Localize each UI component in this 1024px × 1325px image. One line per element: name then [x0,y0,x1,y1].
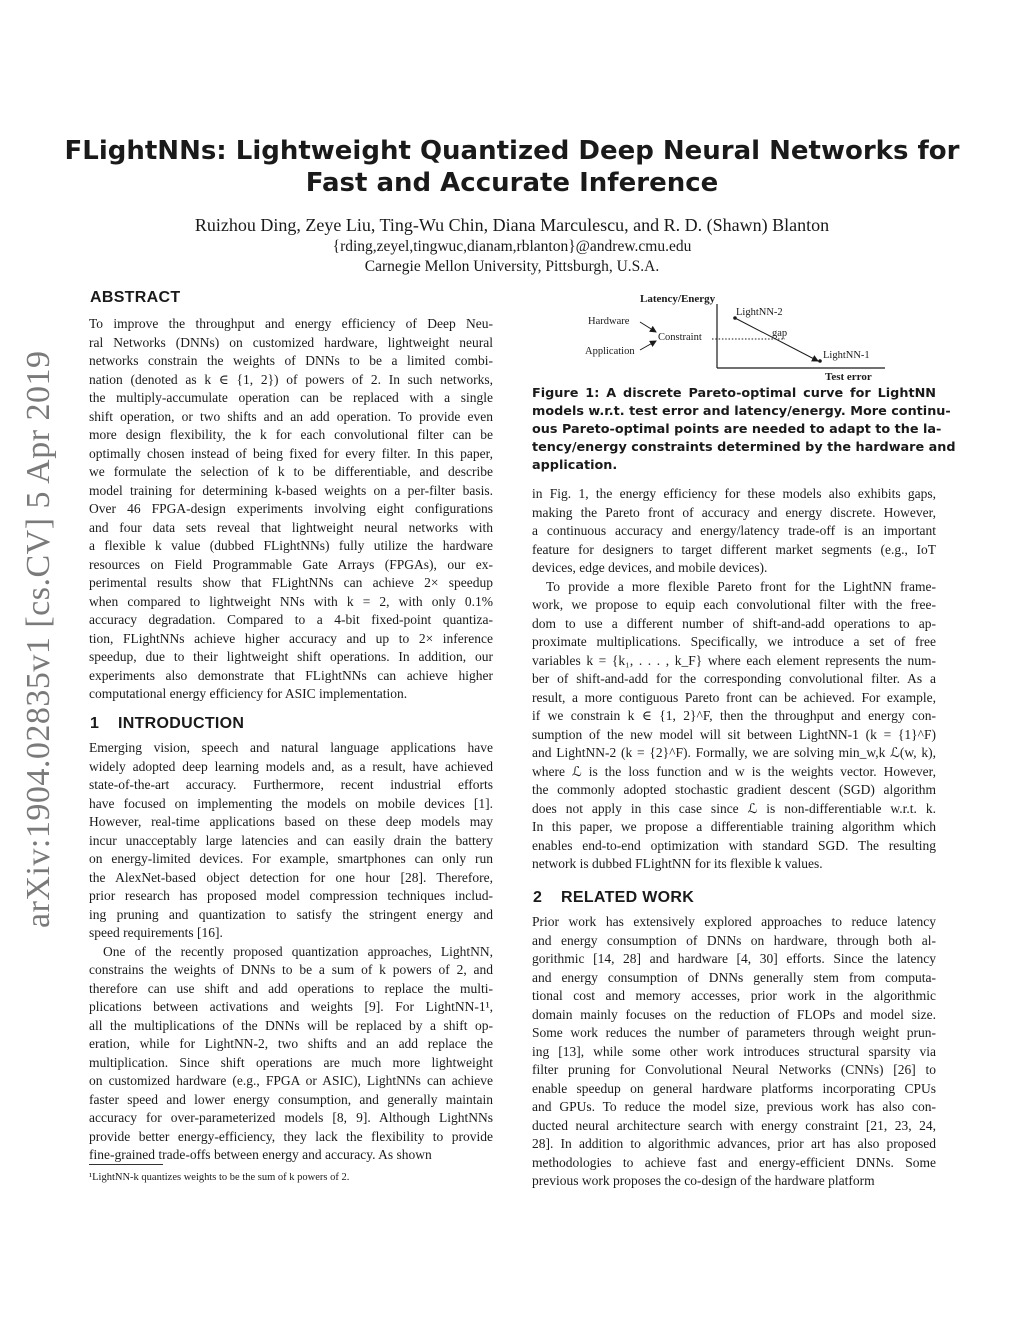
text-line: One of the recently proposed quantization approaches, LightNN, [103,943,493,959]
abstract-heading: ABSTRACT [90,289,181,306]
text-line: making the Pareto front of accuracy and energy discrete. However, [532,504,936,520]
figure-caption [532,385,956,475]
title-line-2: Fast and Accurate Inference [305,168,719,198]
caption-line: ous Pareto-optimal points are needed to adapt to the la- [532,422,942,437]
text-line: resources on Field Programmable Gate Arrays (FPGAs), our ex- [89,556,493,572]
introduction-heading [90,715,244,733]
text-line: constrains the weights of DNNs to be a sum of k powers of 2, and [89,962,493,977]
text-line: result, a more contiguous Pareto front can be achieved. For example, [532,689,936,705]
text-line: accuracy degradation. Compared to a 4-bit fixed-point quantiza- [89,612,493,627]
text-line: have focused on implementing the models on mobile devices [1]. [89,795,493,811]
text-line: on energy-limited devices. For example, smartphones can only run [89,851,493,866]
text-line: more design flexibility, the k for each convolutional filter can be [89,427,493,442]
text-line: enable speedup on general hardware platforms incorporating CPUs [532,1080,936,1096]
arxiv-stamp: arXiv:1904.02835v1 [cs.CV] 5 Apr 2019 [20,350,57,928]
text-line: and four data sets reveal that lightweight neural networks with [89,519,493,535]
text-line: gorithmic [14, 28] and hardware [4, 30] efforts. Since the latency [532,951,936,966]
text-line: when compared to lightweight NNs with k = 2, with only 0.1% [89,593,493,609]
related-work-heading [533,889,694,907]
text-line: sumption of the new model will sit between LightNN-1 (k = {1}^F) [532,726,936,742]
left-column [89,0,493,1325]
text-line: In this paper, we propose a differentiable training algorithm which [532,819,936,834]
caption-line: tency/energy constraints determined by the hardware and [532,440,956,455]
text-line: all the multiplications of the DNNs will be replaced by a shift op- [89,1017,493,1033]
y-axis-label: Latency/Energy [640,293,716,305]
text-line: in Fig. 1, the energy efficiency for these models also exhibits gaps, [532,486,936,501]
text-line: accuracy for over-parameterized models [8, 9]. Although LightNNs [89,1110,493,1125]
authors: Ruizhou Ding, Zeye Liu, Ting-Wu Chin, Diana Marculescu, and R. D. (Shawn) Blanton [194,215,830,235]
text-line: and LightNN-2 (k = {2}^F). Formally, we are solving min_w,k ℒ(w, k), [532,745,936,760]
text-line: the multiply-accumulate operation can be replaced with a single [89,390,493,405]
text-line: if we constrain k ∈ {1, 2}^F, then the throughput and energy con- [532,708,936,723]
text-line: tional cost and memory accesses, prior work in the algorithmic [532,988,936,1003]
text-line: the commonly adopted stochastic gradient descent (SGD) algorithm [532,782,936,797]
text-line: To provide a more flexible Pareto front for the LightNN frame- [546,578,936,594]
text-line: speedup, due to their lightweight shift operations. In addition, our [89,649,493,664]
right-column [532,0,956,1325]
text-line: dom to use a different number of shift-and-add operations to ap- [532,615,936,631]
text-line: network is dubbed FLightNN for its flexible k values. [532,856,823,871]
text-line: widely adopted deep learning models and, as a result, have achieved [89,758,493,774]
text-line: prior research has proposed model compression techniques includ- [89,888,493,903]
text-line: feature for designers to target different market segments (e.g., IoT [532,541,936,557]
text-line: networks constrain the weights of DNNs to be a limited combi- [89,353,493,368]
text-line: a flexible k value (dubbed FLightNNs) fully utilize the hardware [89,538,493,553]
text-line: nation (denoted as k ∈ {1, 2}) of powers of 2. In such networks, [89,371,493,387]
text-line: shift operation, or two shifts and an add operation. To provide even [89,408,493,424]
section-number: 1 [90,715,100,732]
text-line: domain mainly focuses on the reduction of FLOPs and model size. [532,1006,936,1022]
text-line: Some work reduces the number of parameters through weight prun- [532,1025,936,1040]
text-line: and energy consumption of DNNs generally stem from computa- [532,969,936,985]
caption-line: application. [532,458,618,473]
text-line: devices, edge devices, and mobile devices). [532,560,768,575]
input-application-label: Application [585,346,635,357]
text-line: eration, while for LightNN-2, two shifts and an add replace the [89,1036,493,1051]
text-line: However, real-time applications based on these deep models may [89,814,493,829]
text-line: methodologies to achieve fast and energy-efficient DNNs. Some [532,1154,936,1170]
text-line: Over 46 FPGA-design experiments involving eight configurations [89,501,493,516]
x-axis-label: Test error [825,371,872,383]
caption-line: Figure 1: A discrete Pareto-optimal curve for LightNN [532,386,936,401]
text-line: provide better energy-efficiency, they lack the flexibility to provide [89,1128,493,1144]
input-hardware-label: Hardware [588,316,630,327]
text-line: ing pruning and quantization to satisfy the stringent energy and [89,906,493,922]
title-line-1: FLightNNs: Lightweight Quantized Deep Neural Networks for [64,136,960,166]
text-line: does not apply in this case since ℒ is non-differentiable w.r.t. k. [532,800,936,816]
text-line: ral Networks (DNNs) on customized hardware, lightweight neural [89,334,493,350]
text-line: a continuous accuracy and energy/latency trade-off is an important [532,523,936,538]
text-line: speed requirements [16]. [89,925,223,940]
text-line: fine-grained trade-offs between energy and accuracy. As shown [89,1147,432,1162]
text-line: and GPUs. To reduce the model size, previous work has also con- [532,1099,936,1114]
text-line: incur unacceptably large latencies and can easily drain the battery [89,832,493,848]
text-line: To improve the throughput and energy efficiency of Deep Neu- [89,316,493,331]
text-line: where ℒ is the loss function and w is the weights vector. However, [532,763,936,779]
text-line: optimally chosen instead of being fixed for every filter. In this paper, [89,445,493,461]
text-line: computational energy efficiency for ASIC implementation. [89,686,408,701]
text-line: perimental results show that FLightNNs can achieve 2× speedup [89,575,493,590]
text-line: Prior work has extensively explored approaches to reduce latency [532,914,936,929]
text-line: we formulate the selection of k to be differentiable, and describe [89,464,493,479]
text-line: work, we propose to equip each convolutional filter with the free- [532,597,936,612]
lightnn2-label: LightNN-2 [736,307,783,318]
text-line: model training for determining k-based weights on a per-filter basis. [89,482,493,498]
text-line: multiplication. Since shift operations are much more lightweight [89,1054,493,1070]
text-line: plications between activations and weights [9]. For LightNN-1¹, [89,999,493,1014]
caption-line: models w.r.t. test error and latency/energy. More continu- [532,404,951,419]
author-emails: {rding,zeyel,tingwuc,dianam,rblanton}@andrew.cmu.edu [332,238,692,255]
text-line: ing [13], while some other work introduces structural sparsity via [532,1043,936,1059]
section-title: RELATED WORK [561,889,695,906]
text-line: the AlexNet-based object detection for one hour [28]. Therefore, [89,869,493,885]
text-line: filter pruning for Convolutional Neural Networks (CNNs) [26] to [532,1062,936,1077]
text-line: experiments also demonstrate that FLightNNs can achieve higher [89,667,493,683]
text-line: faster speed and lower energy consumption, and generally maintain [89,1091,493,1107]
text-line: tion, FLightNNs achieve higher accuracy and up to 2× inference [89,630,493,646]
text-line: variables k = {k₁, . . . , k_F} where each element represents the num- [532,652,936,668]
text-line: and energy consumption of DNNs on hardware, through both al- [532,932,936,948]
text-line: therefore can use shift and add operations to replace the multi- [89,980,493,996]
text-line: proximate multiplications. Specifically, we introduce a set of free [532,634,936,649]
text-line: ducted neural architecture search with energy constraint [21, 23, 24, [532,1117,936,1133]
text-line: 28]. In addition to algorithmic advances, prior art has also proposed [532,1136,936,1151]
section-title: INTRODUCTION [118,715,245,732]
lightnn1-label: LightNN-1 [823,350,870,361]
text-line: state-of-the-art accuracy. Furthermore, recent industrial efforts [89,777,493,792]
text-line: enables end-to-end optimization with standard SGD. The resulting [532,837,936,853]
gap-label: gap [772,328,788,339]
text-line: previous work proposes the co-design of the hardware platform [532,1173,875,1188]
section-number: 2 [533,889,543,906]
footnote: ¹LightNN-k quantizes weights to be the sum of k powers of 2. [89,1172,350,1183]
text-line: ber of shift-and-add for the corresponding convolutional filter. As a [532,671,936,686]
affiliation: Carnegie Mellon University, Pittsburgh, U.S.A. [364,258,660,275]
footnote-rule [89,1164,163,1165]
text-line: Emerging vision, speech and natural language applications have [89,740,493,755]
text-line: on customized hardware (e.g., FPGA or ASIC), LightNNs can achieve [89,1073,493,1088]
constraint-label: Constraint [658,332,702,343]
